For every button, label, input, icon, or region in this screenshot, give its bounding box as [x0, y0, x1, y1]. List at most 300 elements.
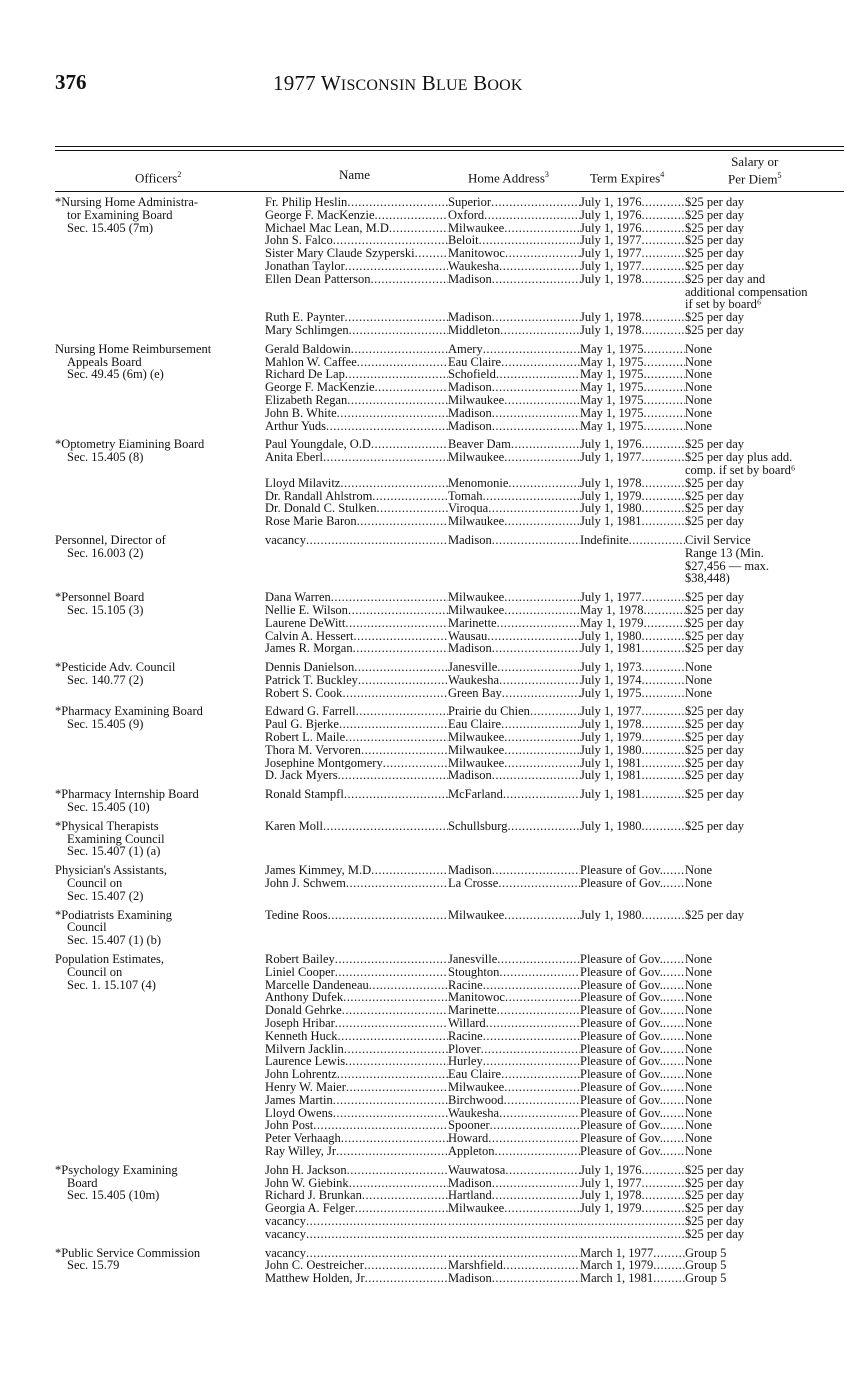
spacer	[265, 845, 845, 858]
salary-cell	[685, 490, 845, 503]
officer-table	[0, 196, 859, 1285]
table-row	[265, 1215, 845, 1228]
dot-leader	[530, 705, 580, 718]
home-address: Marinette	[448, 616, 497, 630]
dot-leader	[492, 864, 580, 877]
term-expires: Pleasure of Gov.	[580, 877, 663, 890]
home-address: Superior	[448, 196, 492, 209]
member-name: John J. Schwem	[265, 877, 346, 890]
salary-cell	[685, 1030, 845, 1043]
member-name-cell	[265, 1177, 448, 1190]
member-name: Ray Willey, Jr	[265, 1144, 337, 1158]
salary-text: None	[685, 661, 713, 674]
dot-leader	[356, 705, 448, 718]
member-name: Karen Moll	[265, 819, 323, 833]
term-expires: July 1, 1978	[580, 476, 642, 490]
member-name: John W. Giebink	[265, 1176, 349, 1190]
table-row	[265, 1272, 845, 1285]
dot-leader	[501, 718, 580, 731]
table-row	[265, 1259, 845, 1272]
salary-text: Civil Service	[685, 533, 751, 547]
home-address-cell	[448, 718, 580, 731]
title-word-wisconsin: WISCONSIN	[320, 71, 417, 95]
member-name: John H. Jackson	[265, 1163, 347, 1177]
term-expires: July 1, 1973	[580, 661, 642, 674]
member-name: John Post	[265, 1119, 314, 1133]
dot-leader	[354, 661, 448, 674]
dot-leader	[504, 1202, 580, 1215]
column-header-term-expires: Term Expires$^4$	[590, 170, 665, 186]
salary-cell	[685, 381, 845, 394]
salary-text: None	[685, 419, 713, 433]
salary-text: $25 per day	[685, 1227, 745, 1241]
term-expires: July 1, 1977	[580, 247, 642, 260]
term-expires: July 1, 1974	[580, 673, 642, 687]
member-name: Lloyd Owens	[265, 1106, 333, 1120]
salary-text: Group 5	[685, 1259, 727, 1273]
officer-title-line: Sec. 15.407 (2)	[67, 888, 144, 903]
dot-leader	[488, 1132, 580, 1145]
officer-title-line: Nursing Home Reimbursement	[55, 341, 212, 356]
member-name: vacancy	[265, 533, 306, 547]
member-name-cell	[265, 490, 448, 503]
dot-leader	[357, 356, 448, 369]
home-address-cell	[448, 674, 580, 687]
member-name-cell	[265, 1164, 448, 1177]
term-expires-cell	[580, 356, 685, 369]
dot-leader	[641, 591, 685, 604]
spacer	[265, 890, 845, 903]
dot-leader	[492, 1272, 580, 1285]
term-expires: July 1, 1981	[580, 769, 642, 783]
salary-text: $25 per day	[685, 1189, 745, 1203]
officer-title	[55, 788, 260, 814]
member-name-cell	[265, 515, 448, 528]
dot-leader	[641, 1202, 685, 1215]
member-name: Laurence Lewis	[265, 1055, 346, 1069]
home-address: Madison	[448, 864, 492, 878]
dot-leader	[342, 1004, 448, 1017]
table-row	[265, 394, 845, 407]
officer-title	[55, 1164, 260, 1202]
member-name: Robert L. Maile	[265, 731, 346, 744]
salary-text: $25 per day	[685, 234, 745, 248]
officer-title	[55, 438, 260, 464]
column-header-name: Name	[339, 167, 371, 182]
dot-leader	[492, 1189, 580, 1202]
home-address: Willard	[448, 1017, 486, 1030]
officer-group	[0, 909, 859, 947]
salary-text: None	[685, 673, 713, 687]
dot-leader	[663, 864, 685, 877]
term-expires-cell	[580, 757, 685, 770]
salary-text: None	[685, 406, 713, 420]
salary-text: $25 per day	[685, 476, 745, 490]
term-expires: July 1, 1979	[580, 731, 642, 744]
term-expires-cell	[580, 1043, 685, 1056]
dot-leader	[323, 451, 448, 477]
dot-leader	[486, 1017, 580, 1030]
member-list	[265, 196, 845, 337]
term-expires: May 1, 1975	[580, 368, 644, 382]
member-name-cell	[265, 820, 448, 833]
term-expires-cell	[580, 1202, 685, 1215]
dot-leader	[663, 1119, 685, 1132]
officer-title	[55, 661, 260, 687]
table-row	[265, 674, 845, 687]
home-address-cell	[448, 438, 580, 451]
member-name-cell	[265, 718, 448, 731]
home-address-cell	[448, 311, 580, 324]
term-expires-cell	[580, 718, 685, 731]
home-address: Milwaukee	[448, 743, 505, 757]
dot-leader	[341, 1132, 448, 1145]
officer-title-line: Council on	[67, 964, 123, 979]
dot-leader	[328, 909, 448, 922]
home-address-cell	[448, 604, 580, 617]
dot-leader	[344, 788, 448, 801]
dot-leader	[483, 1055, 580, 1068]
dot-leader	[347, 196, 448, 209]
member-name: D. Jack Myers	[265, 769, 338, 783]
officer-title-line: *Pharmacy Internship Board	[55, 787, 199, 802]
dot-leader	[345, 731, 448, 744]
dot-leader	[306, 1247, 448, 1260]
dot-leader	[504, 1081, 580, 1094]
home-address-cell	[448, 356, 580, 369]
table-row	[265, 1177, 845, 1190]
salary-text: None	[685, 1144, 713, 1158]
term-expires: Pleasure of Gov.	[580, 1106, 663, 1120]
term-expires-cell	[580, 744, 685, 757]
home-address: Marshfield	[448, 1259, 503, 1273]
dot-leader	[641, 642, 685, 655]
home-address-cell	[448, 788, 580, 801]
member-name: Thora M. Vervoren	[265, 743, 361, 757]
table-row	[265, 591, 845, 604]
salary-text: $25 per day	[685, 247, 745, 260]
table-row	[265, 1202, 845, 1215]
salary-text: None	[685, 953, 713, 966]
term-expires: March 1, 1977	[580, 1246, 654, 1260]
officer-title-line: Examining Council	[67, 831, 165, 846]
dot-leader	[338, 1030, 448, 1043]
table-row	[265, 1081, 845, 1094]
dot-leader	[375, 381, 449, 394]
salary-text: None	[685, 355, 713, 369]
salary-text: $25 per day	[685, 743, 745, 757]
salary-text: $25 per day	[685, 819, 745, 833]
salary-text: $25 per day	[685, 1176, 745, 1190]
member-name-cell	[265, 1017, 448, 1030]
home-address: Janesville	[448, 953, 498, 966]
term-expires-cell	[580, 502, 685, 515]
term-expires-cell	[580, 1272, 685, 1285]
term-expires: May 1, 1975	[580, 393, 644, 407]
member-name: Matthew Holden, Jr	[265, 1272, 365, 1285]
member-name: Elizabeth Regan	[265, 393, 348, 407]
term-expires: July 1, 1980	[580, 629, 642, 643]
dot-leader	[347, 394, 448, 407]
term-expires: July 1, 1979	[580, 489, 642, 503]
salary-cell	[685, 630, 845, 643]
salary-text: None	[685, 1042, 713, 1056]
salary-cell	[685, 196, 845, 209]
home-address: Viroqua	[448, 502, 489, 516]
member-name: Paul Youngdale, O.D	[265, 438, 371, 452]
term-expires-cell	[580, 222, 685, 235]
officer-group	[0, 705, 859, 782]
salary-cell	[685, 864, 845, 877]
top-double-rule-2	[55, 150, 844, 151]
term-expires: July 1, 1981	[580, 642, 642, 656]
salary-cell	[685, 1043, 845, 1056]
dot-leader	[663, 966, 685, 979]
home-address: Tomah	[448, 489, 483, 503]
officer-title-line: Appeals Board	[67, 354, 142, 369]
table-row	[265, 820, 845, 833]
salary-cell	[685, 260, 845, 273]
member-name: Fr. Philip Heslin	[265, 196, 348, 209]
home-address-cell	[448, 502, 580, 515]
dot-leader	[335, 953, 448, 966]
term-expires-cell	[580, 642, 685, 655]
home-address-cell	[448, 273, 580, 311]
member-name: Robert Bailey	[265, 953, 335, 966]
salary-cell	[685, 1119, 845, 1132]
dot-leader	[663, 1081, 685, 1094]
salary-text: None	[685, 393, 713, 407]
term-expires: July 1, 1978	[580, 311, 642, 324]
dot-leader	[503, 788, 580, 801]
member-name-cell	[265, 502, 448, 515]
term-expires: July 1, 1980	[580, 908, 642, 922]
table-row	[265, 630, 845, 643]
salary-text: $25 per day and	[685, 272, 766, 286]
table-row	[265, 744, 845, 757]
salary-text: $38,448)	[685, 571, 730, 586]
member-name-cell	[265, 477, 448, 490]
member-name-cell	[265, 617, 448, 630]
salary-text: $25 per day	[685, 756, 745, 770]
term-expires-cell	[580, 196, 685, 209]
dot-leader	[644, 604, 685, 617]
dot-leader	[663, 1030, 685, 1043]
salary-text: None	[685, 1068, 713, 1081]
dot-leader	[383, 757, 448, 770]
officer-group	[0, 788, 859, 814]
member-name-cell	[265, 966, 448, 979]
home-address: Racine	[448, 978, 483, 992]
term-expires: July 1, 1980	[580, 819, 642, 833]
dot-leader	[663, 1132, 685, 1145]
salary-text: None	[685, 1119, 713, 1133]
table-row	[265, 502, 845, 515]
officer-group	[0, 820, 859, 858]
member-list	[265, 534, 845, 585]
dot-leader	[389, 222, 448, 235]
term-expires-cell	[580, 687, 685, 700]
home-address: Madison	[448, 1176, 492, 1190]
dot-leader	[483, 1030, 580, 1043]
dot-leader	[496, 368, 580, 381]
home-address-cell	[448, 1215, 580, 1228]
table-row	[265, 438, 845, 451]
dot-leader	[333, 1107, 448, 1120]
term-expires: Pleasure of Gov.	[580, 978, 663, 992]
term-expires: May 1, 1975	[580, 381, 644, 394]
salary-text: if set by board⁶	[685, 297, 762, 312]
member-name-cell	[265, 1259, 448, 1272]
home-address: Middleton	[448, 323, 501, 337]
table-row	[265, 661, 845, 674]
home-address-cell	[448, 1259, 580, 1272]
salary-text: None	[685, 1106, 713, 1120]
home-address: Milwaukee	[448, 451, 505, 465]
salary-text: Range 13 (Min.	[685, 545, 764, 560]
term-expires-cell	[580, 273, 685, 311]
home-address-cell	[448, 407, 580, 420]
term-expires: Pleasure of Gov.	[580, 1017, 663, 1030]
member-list	[265, 788, 845, 814]
member-name-cell	[265, 1119, 448, 1132]
member-name: James R. Morgan	[265, 642, 353, 656]
dot-leader	[504, 515, 580, 528]
officer-group	[0, 534, 859, 585]
term-expires: July 1, 1980	[580, 502, 642, 516]
dot-leader	[358, 674, 448, 687]
term-expires: May 1, 1978	[580, 603, 644, 617]
salary-cell	[685, 356, 845, 369]
table-row	[265, 991, 845, 1004]
dot-leader	[644, 617, 685, 630]
page-title	[273, 71, 523, 96]
table-row	[265, 953, 845, 966]
salary-text: $25 per day	[685, 591, 745, 604]
dot-leader	[653, 1272, 685, 1285]
member-list	[265, 820, 845, 858]
home-address: Eau Claire	[448, 718, 502, 732]
member-name: vacancy	[265, 1246, 306, 1260]
member-list	[265, 591, 845, 655]
dot-leader	[331, 591, 448, 604]
term-expires: July 1, 1975	[580, 686, 642, 700]
salary-text: None	[685, 686, 713, 700]
term-expires: July 1, 1976	[580, 1163, 642, 1177]
member-name: George F. MacKenzie	[265, 381, 375, 394]
table-row	[265, 247, 845, 260]
dot-leader	[499, 966, 580, 979]
salary-cell	[685, 368, 845, 381]
term-expires: July 1, 1977	[580, 1176, 642, 1190]
table-row	[265, 1107, 845, 1120]
member-name-cell	[265, 438, 448, 451]
term-expires-cell	[580, 1145, 685, 1158]
table-row	[265, 381, 845, 394]
salary-cell	[685, 1055, 845, 1068]
salary-cell	[685, 1094, 845, 1107]
dot-leader	[497, 661, 580, 674]
dot-leader	[653, 1259, 685, 1272]
dot-leader	[504, 909, 580, 922]
dot-leader	[663, 979, 685, 992]
table-row	[265, 1228, 845, 1241]
home-address-cell	[448, 877, 580, 890]
term-expires-cell	[580, 1177, 685, 1190]
home-address-cell	[448, 209, 580, 222]
salary-cell	[685, 731, 845, 744]
term-expires: Indefinite	[580, 533, 629, 547]
salary-cell	[685, 877, 845, 890]
term-expires-cell	[580, 1164, 685, 1177]
table-row	[265, 407, 845, 420]
home-address: Janesville	[448, 661, 498, 674]
dot-leader	[641, 438, 685, 451]
officer-title-line: *Optometry Eiamining Board	[55, 437, 205, 452]
dot-leader	[354, 630, 448, 643]
officer-title-line: Sec. 15.405 (10m)	[67, 1188, 160, 1203]
dot-leader	[345, 368, 448, 381]
term-expires-cell	[580, 953, 685, 966]
officer-title-line: Sec. 49.45 (6m) (e)	[67, 367, 164, 382]
dot-leader	[501, 1068, 580, 1081]
salary-text: $25 per day	[685, 221, 745, 235]
member-name-cell	[265, 1004, 448, 1017]
officer-group	[0, 1247, 859, 1285]
member-name-cell	[265, 757, 448, 770]
dot-leader	[326, 420, 448, 433]
table-row	[265, 273, 845, 311]
dot-leader	[641, 311, 685, 324]
dot-leader	[641, 477, 685, 490]
salary-cell	[685, 1215, 845, 1228]
member-name-cell	[265, 731, 448, 744]
member-name: Peter Verhaagh	[265, 1132, 341, 1145]
salary-cell	[685, 234, 845, 247]
member-name: James Kimmey, M.D	[265, 864, 372, 878]
member-name: Dr. Randall Ahlstrom	[265, 489, 373, 503]
member-name: John C. Oestreicher	[265, 1259, 364, 1273]
dot-leader	[644, 381, 685, 394]
salary-text: None	[685, 368, 713, 382]
home-address-cell	[448, 909, 580, 922]
member-name: Ellen Dean Patterson	[265, 272, 371, 286]
officer-title-line: Sec. 15.405 (7m)	[67, 220, 154, 235]
salary-cell	[685, 502, 845, 515]
term-expires: July 1, 1978	[580, 323, 642, 337]
member-name-cell	[265, 260, 448, 273]
member-name: Dr. Donald C. Stulken	[265, 502, 377, 516]
salary-cell	[685, 744, 845, 757]
member-name-cell	[265, 222, 448, 235]
term-expires: May 1, 1975	[580, 419, 644, 433]
dot-leader	[653, 1247, 685, 1260]
dot-leader	[497, 1004, 580, 1017]
dot-leader	[641, 1177, 685, 1190]
officer-title-line: Sec. 15.405 (10)	[67, 800, 150, 815]
salary-cell	[685, 1145, 845, 1158]
home-address: Milwaukee	[448, 1081, 505, 1094]
salary-text: None	[685, 1029, 713, 1043]
member-name-cell	[265, 394, 448, 407]
term-expires-cell	[580, 438, 685, 451]
dot-leader	[511, 438, 580, 451]
dot-leader	[663, 877, 685, 890]
dot-leader	[492, 769, 580, 782]
member-name-cell	[265, 1043, 448, 1056]
table-row	[265, 757, 845, 770]
dot-leader	[641, 757, 685, 770]
